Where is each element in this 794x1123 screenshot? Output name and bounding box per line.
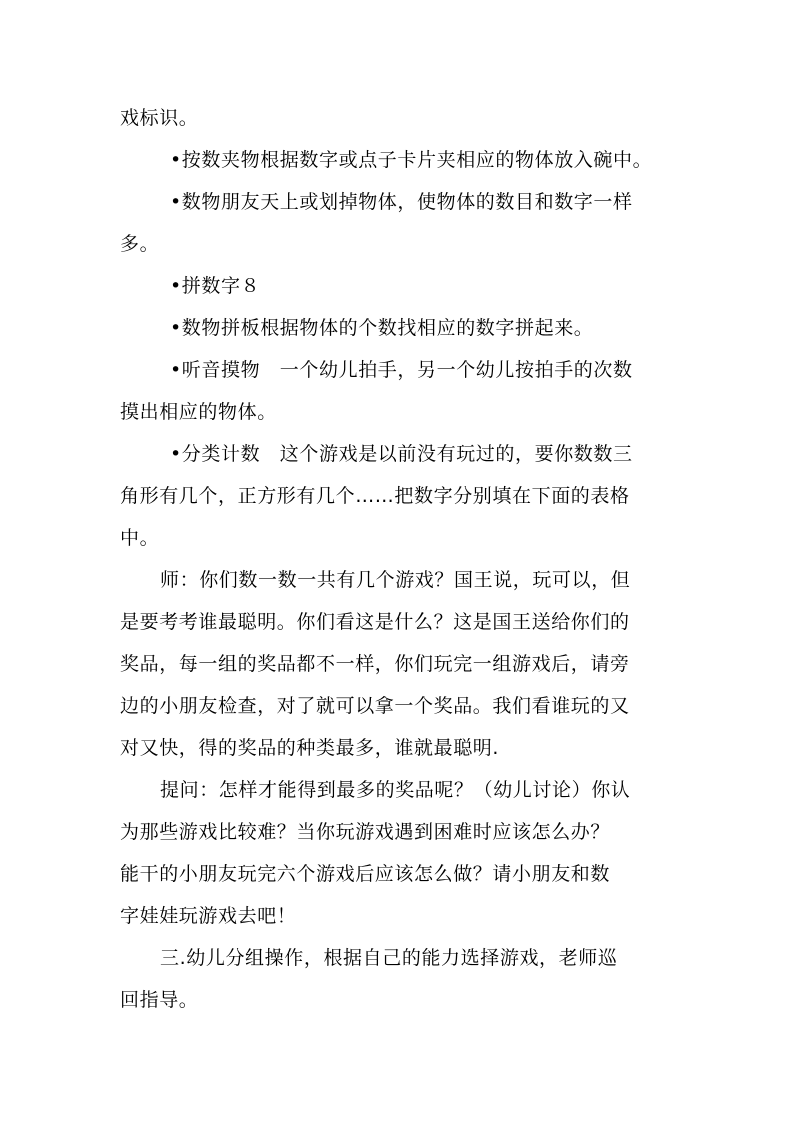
text-line: 能干的小朋友玩完六个游戏后应该怎么做？请小朋友和数 (120, 863, 611, 885)
bullet-item-4: •数物拼板根据物体的个数找相应的数字拼起来。 (170, 317, 594, 339)
bullet-item-5: •听音摸物 一个幼儿拍手，另一个幼儿按拍手的次数 (170, 359, 633, 381)
text-line: 奖品，每一组的奖品都不一样，你们玩完一组游戏后，请旁 (120, 653, 630, 675)
paragraph-step-three: 三.幼儿分组操作，根据自己的能力选择游戏，老师巡 (160, 947, 618, 969)
text-line: 戏标识。 (120, 107, 199, 129)
text-line: 对又快，得的奖品的种类最多，谁就最聪明. (120, 737, 500, 759)
text-line: 字娃娃玩游戏去吧！ (120, 905, 297, 927)
text-line: 角形有几个，正方形有几个……把数字分别填在下面的表格 (120, 485, 630, 507)
paragraph-teacher: 师：你们数一数一共有几个游戏？国王说，玩可以，但 (160, 569, 631, 591)
bullet-item-3: •拼数字８ (170, 275, 261, 297)
text-line: 摸出相应的物体。 (120, 401, 277, 423)
bullet-item-6: •分类计数 这个游戏是以前没有玩过的，要你数数三 (170, 443, 633, 465)
bullet-item-1: •按数夹物根据数字或点子卡片夹相应的物体放入碗中。 (170, 149, 653, 171)
text-line: 边的小朋友检查，对了就可以拿一个奖品。我们看谁玩的又 (120, 695, 630, 717)
text-line: 多。 (120, 233, 160, 255)
text-line: 是要考考谁最聪明。你们看这是什么？这是国王送给你们的 (120, 611, 630, 633)
text-line: 中。 (120, 527, 160, 549)
paragraph-question: 提问：怎样才能得到最多的奖品呢？（幼儿讨论）你认 (160, 779, 631, 801)
text-line: 为那些游戏比较难？当你玩游戏遇到困难时应该怎么办？ (120, 821, 611, 843)
text-line: 回指导。 (120, 989, 199, 1011)
bullet-item-2: •数物朋友天上或划掉物体，使物体的数目和数字一样 (170, 191, 633, 213)
